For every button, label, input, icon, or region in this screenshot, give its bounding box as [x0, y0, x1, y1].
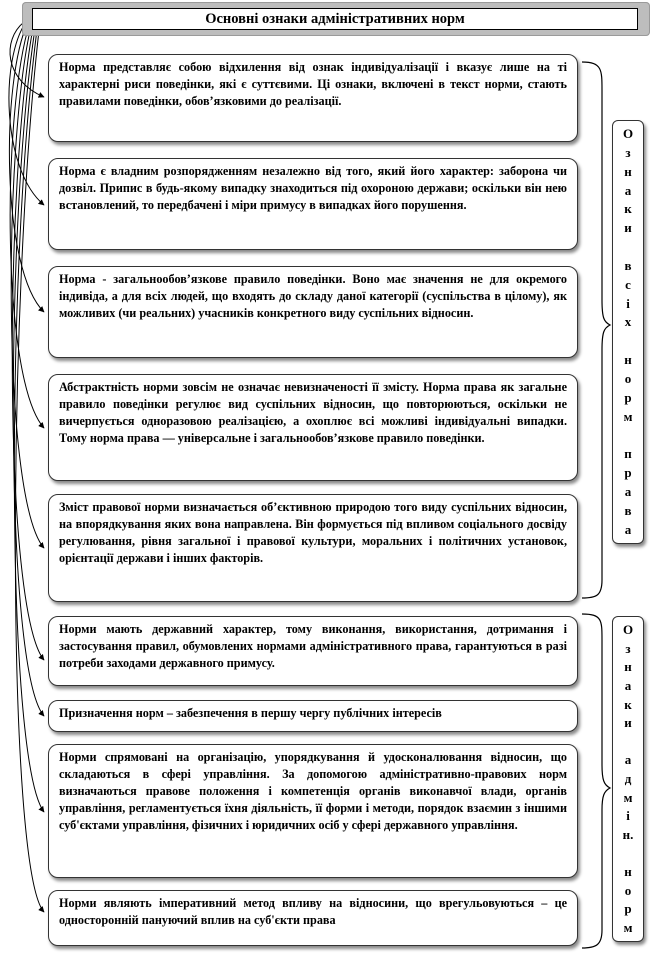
- side-letter: в: [624, 502, 632, 518]
- side-letter: р: [624, 901, 632, 917]
- side-letter: а: [624, 182, 632, 198]
- side-letter: п: [624, 446, 632, 462]
- side-letter: О: [622, 622, 634, 637]
- side-letter: О: [622, 126, 634, 141]
- side-label-general-norms: [612, 120, 644, 544]
- feature-box-4: Абстрактність норми зовсім не означає невизначеності її змісту. Норма права як загальне правило поведінки регулює вид суспільних відносин, що повторюються, оскільки не вичерпується одноразовою реалізацією, а охоплює всі можливі індивідуальні випадки. Тому норма права — універсальне і загальнообов’язкове правило поведінки.: [48, 374, 578, 481]
- side-letter: р: [624, 465, 632, 481]
- side-letter: з: [625, 640, 631, 656]
- side-letter: и: [624, 715, 632, 731]
- feature-box-9: Норми являють імперативний метод впливу на відносини, що врегульовуються – це односторонній пануючий вплив на суб'єкти права: [48, 890, 578, 946]
- side-letter: н: [624, 659, 632, 675]
- side-letter: м: [623, 920, 633, 935]
- diagram-title: Основні ознаки адміністративних норм: [32, 8, 638, 30]
- side-letter: м: [623, 408, 633, 424]
- side-letter: і: [626, 808, 630, 824]
- side-letter: к: [624, 696, 632, 712]
- feature-box-1: Норма представляє собою відхилення від ознак індивідуалізації і вказує лише на ті характерні риси поведінки, які є суттєвими. Ці ознаки, включені в текст норми, стають правилами поведінки, обов’язковими до реалізації.: [48, 54, 578, 142]
- side-letter: н: [624, 864, 632, 880]
- side-letter: н: [624, 352, 632, 368]
- side-letter: а: [624, 677, 632, 693]
- feature-box-3: Норма - загальнообов’язкове правило поведінки. Воно має значення не для окремого індивіда, а для всіх людей, що входять до складу даної категорії (суспільства в цілому), як можливих (чи реальних) учасників конкретного виду суспільних відносин.: [48, 266, 578, 358]
- feature-box-8: Норми спрямовані на організацію, упорядкування й удосконалювання відносин, що складаються в сфері управління. За допомогою адміністративно-правових норм визначаються правове положення і компетенція органів виконавчої влади, органів управління, регламентується їхня діяльність, її форми і методи, порядок взаємин з іншими суб'єктами управління, фізичних і юридичних осіб у сфері державного управління.: [48, 744, 578, 878]
- feature-box-5: Зміст правової норми визначається об’єктивною природою того виду суспільних відносин, на впорядкування яких вона направлена. Він формується під впливом соціального досвіду регулювання, рівня загальної і правової культури, моральних і політичних установок, орієнтації держави і інших факторів.: [48, 494, 578, 602]
- side-label-admin-norms: [612, 616, 644, 942]
- side-letter: м: [623, 789, 633, 805]
- side-letter: а: [624, 752, 632, 768]
- feature-box-2: Норма є владним розпорядженням незалежно від того, який його характер: заборона чи дозвіл. Припис в будь-якому випадку знаходиться під охороною держави; оскільки він нею встановлений, то передбачені і міри примусу в випадках його порушення.: [48, 158, 578, 250]
- side-letter: н: [624, 163, 632, 179]
- side-letter: к: [624, 201, 632, 217]
- side-letter: а: [624, 484, 632, 500]
- brace-general: [582, 62, 610, 598]
- side-letter: с: [625, 276, 631, 292]
- side-letter: и: [624, 220, 632, 236]
- side-letter: о: [624, 882, 632, 898]
- side-letter: х: [624, 314, 632, 330]
- side-letter: р: [624, 389, 632, 405]
- side-letter: н.: [622, 826, 634, 842]
- side-letter: о: [624, 370, 632, 386]
- brace-admin: [582, 614, 610, 948]
- side-letter: і: [626, 295, 630, 311]
- side-letter: а: [624, 521, 632, 537]
- side-letter: в: [624, 257, 632, 273]
- side-letter: д: [624, 771, 632, 786]
- connector-line: [15, 22, 44, 912]
- side-letter: з: [625, 144, 631, 160]
- title-frame: [22, 2, 650, 36]
- feature-box-7: Призначення норм – забезпечення в першу чергу публічних інтересів: [48, 700, 578, 732]
- feature-box-6: Норми мають державний характер, тому виконання, використання, дотримання і застосування правил, обумовлених нормами адміністративного права, гарантуються в разі потреби заходами державного примусу.: [48, 616, 578, 686]
